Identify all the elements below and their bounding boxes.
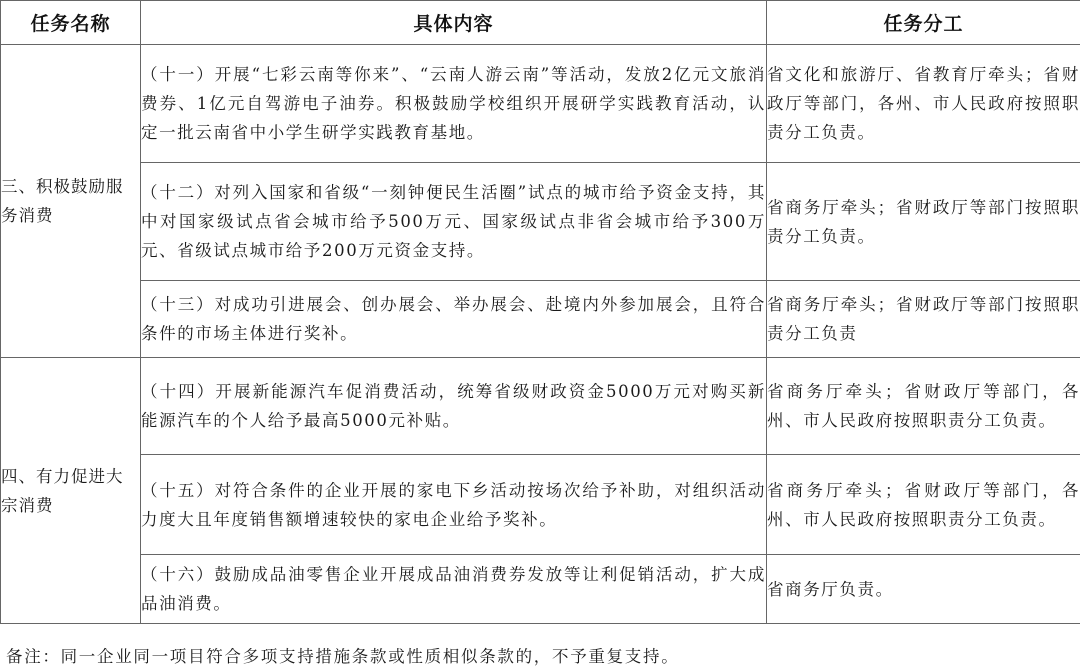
content-cell: （十三）对成功引进展会、创办展会、举办展会、赴境内外参加展会，且符合条件的市场主体进行奖补。 xyxy=(141,281,767,358)
content-cell: （十四）开展新能源汽车促消费活动，统筹省级财政资金5000万元对购买新能源汽车的个人给予最高5000元补贴。 xyxy=(141,358,767,455)
table-header-row xyxy=(1,1,1080,45)
division-cell: 省商务厅牵头；省财政厅等部门，各州、市人民政府按照职责分工负责。 xyxy=(767,358,1080,455)
table-row xyxy=(1,45,1080,163)
header-content: 具体内容 xyxy=(141,1,767,45)
header-task-name: 任务名称 xyxy=(1,1,141,45)
division-cell: 省商务厅牵头；省财政厅等部门按照职责分工负责 xyxy=(767,281,1080,358)
table-row xyxy=(1,555,1080,624)
content-cell: （十五）对符合条件的企业开展的家电下乡活动按场次给予补助，对组织活动力度大且年度销售额增速较快的家电企业给予奖补。 xyxy=(141,455,767,555)
category-service-consumption: 三、积极鼓励服务消费 xyxy=(1,45,141,358)
header-division: 任务分工 xyxy=(767,1,1080,45)
table-row xyxy=(1,163,1080,281)
category-bulk-consumption: 四、有力促进大宗消费 xyxy=(1,358,141,624)
division-cell: 省文化和旅游厅、省教育厅牵头；省财政厅等部门，各州、市人民政府按照职责分工负责。 xyxy=(767,45,1080,163)
content-cell: （十一）开展“七彩云南等你来”、“云南人游云南”等活动，发放2亿元文旅消费券、1亿元自驾游电子油券。积极鼓励学校组织开展研学实践教育活动，认定一批云南省中小学生研学实践教育基地。 xyxy=(141,45,767,163)
division-cell: 省商务厅负责。 xyxy=(767,555,1080,624)
content-cell: （十二）对列入国家和省级“一刻钟便民生活圈”试点的城市给予资金支持，其中对国家级试点省会城市给予500万元、国家级试点非省会城市给予300万元、省级试点城市给予200万元资金支持。 xyxy=(141,163,767,281)
division-cell: 省商务厅牵头；省财政厅等部门，各州、市人民政府按照职责分工负责。 xyxy=(767,455,1080,555)
table-row xyxy=(1,281,1080,358)
division-cell: 省商务厅牵头；省财政厅等部门按照职责分工负责。 xyxy=(767,163,1080,281)
footnote: 备注：同一企业同一项目符合多项支持措施条款或性质相似条款的，不予重复支持。 xyxy=(6,647,680,666)
content-cell: （十六）鼓励成品油零售企业开展成品油消费券发放等让利促销活动，扩大成品油消费。 xyxy=(141,555,767,624)
table-row xyxy=(1,358,1080,455)
table-row xyxy=(1,455,1080,555)
